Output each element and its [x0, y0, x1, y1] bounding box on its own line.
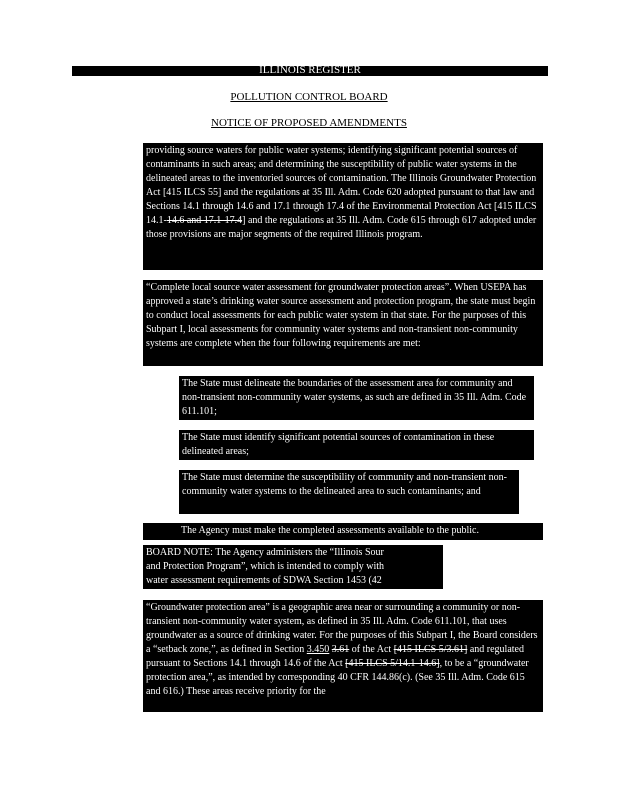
paragraph-complete-assessment: “Complete local source water assessment for groundwater protection areas”. When USEPA has approved a state’s drinking water source assessment and protection program, the state must begin to conduct local assessments for each public water system in that state. For the purposes of this Subpart I, local assessments for community water systems and non-transient non-community systems are complete when the four following requirements are met:: [143, 280, 543, 366]
paragraph-source-water-program: providing source waters for public water systems; identifying significant potential sources of contaminants in such areas; and determining the susceptibility of public water systems in the delineated areas to the inventoried sources of contamination. The Illinois Groundwater Protection Act [415 ILCS 55] and the regulations at 35 Ill. Adm. Code 620 adopted pursuant to that law and Sections 14.1 through 14.6 and 17.1 through 17.4 of the Environmental Protection Act [415 ILCS 14.1-14.6 and 17.1-17.4] and the regulations at 35 Ill. Adm. Code 615 through 617 adopted under those provisions are major segments of the required Illinois program.: [143, 143, 543, 270]
struck-act-citation-2: [415 ILCS 5/14.1-14.6]: [345, 658, 440, 669]
notice-title: NOTICE OF PROPOSED AMENDMENTS: [211, 117, 407, 129]
register-title: ILLINOIS REGISTER: [259, 64, 361, 76]
list-item: The State must identify significant potential sources of contamination in these delineated areas;: [179, 430, 534, 460]
list-item: The State must delineate the boundaries of the assessment area for community and non-transient non-community water systems, as such are defined in 35 Ill. Adm. Code 611.101;: [179, 376, 534, 420]
board-note: BOARD NOTE: The Agency administers the “Illinois Sour and Protection Program”, which is intended to comply with water assessment requirements of SDWA Section 1453 (42: [143, 545, 443, 589]
inserted-section: 3.450: [306, 644, 330, 655]
paragraph-groundwater-protection-area: “Groundwater protection area” is a geographic area near or surrounding a community or non-transient non-community water system, as defined in 35 Ill. Adm. Code 611.101, that uses groundwater as a source of drinking water. For the purposes of this Subpart I, the Board considers a “setback zone,”, as defined in Section 3.450 3.61 of the Act [415 ILCS 5/3.61] and regulated pursuant to Sections 14.1 through 14.6 of the Act [415 ILCS 5/14.1-14.6], to be a “groundwater protection area,”, as intended by corresponding 40 CFR 144.86(c). (See 35 Ill. Adm. Code 615 and 616.) These areas receive priority for the: [143, 600, 543, 712]
board-title: POLLUTION CONTROL BOARD: [230, 91, 388, 103]
struck-citation: 14.6 and 17.1-17.4: [166, 215, 243, 226]
struck-act-citation: [415 ILCS 5/3.61]: [393, 644, 468, 655]
list-item: The State must determine the susceptibility of community and non-transient non-community water systems to the delineated area to such contaminants; and: [179, 470, 519, 514]
struck-section: 3.61: [331, 644, 350, 655]
list-item: The Agency must make the completed assessments available to the public.: [143, 523, 543, 540]
